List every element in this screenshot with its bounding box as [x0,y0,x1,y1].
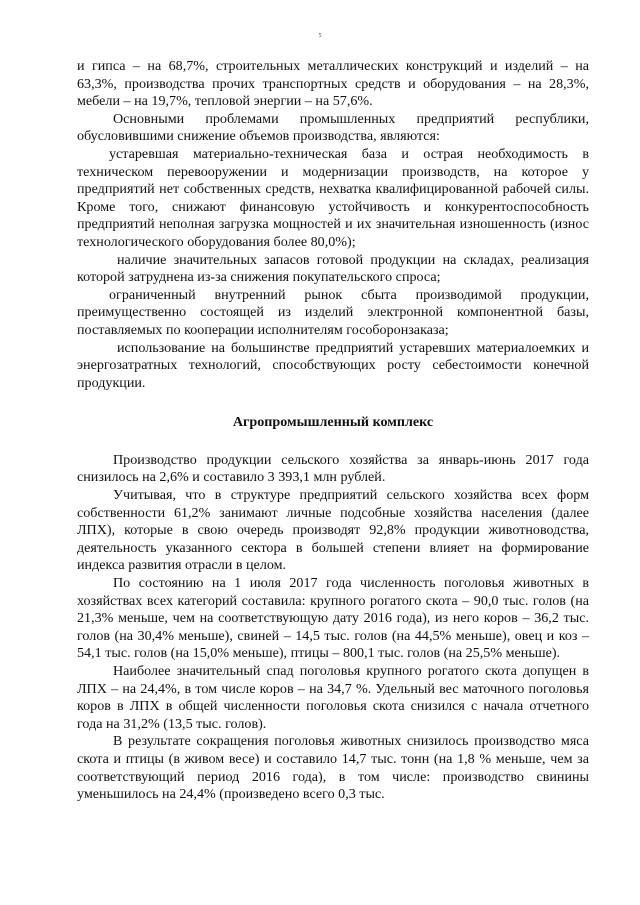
paragraph-meat-production: В результате сокращения поголовья животных снизилось производство мяса скота и птицы (в живом весе) и составило 14,7 тыс. тонн (на 1,8 % меньше, чем за соответствующий период 2016 года), в том числе: производство свинины уменьшилось на 24,4% (произведено всего 0,3 тыс. [77,733,589,803]
page-number: 5 [318,33,322,39]
paragraph-industry-output: и гипса – на 68,7%, строительных металлических конструкций и изделий – на 63,3%, производства прочих транспортных средств и оборудования – на 28,3%, мебели – на 19,7%, тепловой энергии – на 57,6%. [77,58,589,110]
list-item-outdated-base: устаревшая материально-техническая база и острая необходимость в техническом перевооружении и модернизации производств, на которое у предприятий нет собственных средств, нехватка квалифицированной рабочей силы. Кроме того, снижают финансовую устойчивость и конкурентоспособность предприятий неполная загрузка мощностей и их значительная изношенность (износ технологического оборудования более 80,0%); [77,145,589,250]
paragraph-main-problems: Основными проблемами промышленных предприятий республики, обусловившими снижение объемов производства, являются: [77,110,589,145]
list-item-limited-market: ограниченный внутренний рынок сбыта производимой продукции, преимущественно состоящей из изделий электронной компонентной базы, поставляемых по кооперации исполнителям гособоронзаказа; [77,286,589,338]
paragraph-agro-output: Производство продукции сельского хозяйства за январь-июнь 2017 года снизилось на 2,6% и составило 3 393,1 млн рублей. [77,451,589,486]
paragraph-livestock-count: По состоянию на 1 июля 2017 года численность поголовья животных в хозяйствах всех категорий составила: крупного рогатого скота – 90,0 тыс. голов (на 21,3% меньше, чем на соответствующую дату 2016 года), из него коров – 36,2 тыс. голов (на 30,4% меньше), свиней – 14,5 тыс. голов (на 44,5% меньше), овец и коз – 54,1 тыс. голов (на 15,0% меньше), птицы – 800,1 тыс. голов (на 25,5% меньше). [77,575,589,662]
paragraph-household-share: Учитывая, что в структуре предприятий сельского хозяйства всех форм собственности 61,2% занимают личные подсобные хозяйства населения (далее ЛПХ), которые в свою очередь производят 92,8% продукции животноводства, деятельность указанного сектора в большей степени влияет на формирование индекса развития отрасли в целом. [77,487,589,574]
list-item-stock-reserves: наличие значительных запасов готовой продукции на складах, реализация которой затруднена из-за снижения покупательского спроса; [77,251,589,286]
paragraph-cattle-decline: Наиболее значительный спад поголовья крупного рогатого скота допущен в ЛПХ – на 24,4%, в том числе коров – на 34,7 %. Удельный вес маточного поголовья коров в ЛПХ в общей численности поголовья скота снизился с начала отчетного года на 31,2% (13,5 тыс. голов). [77,663,589,732]
document-body [77,58,589,804]
list-item-outdated-tech: использование на большинстве предприятий устаревших материалоемких и энергозатратных технологий, способствующих росту себестоимости конечной продукции. [77,339,589,391]
section-heading-agro: Агропромышленный комплекс [232,414,434,431]
